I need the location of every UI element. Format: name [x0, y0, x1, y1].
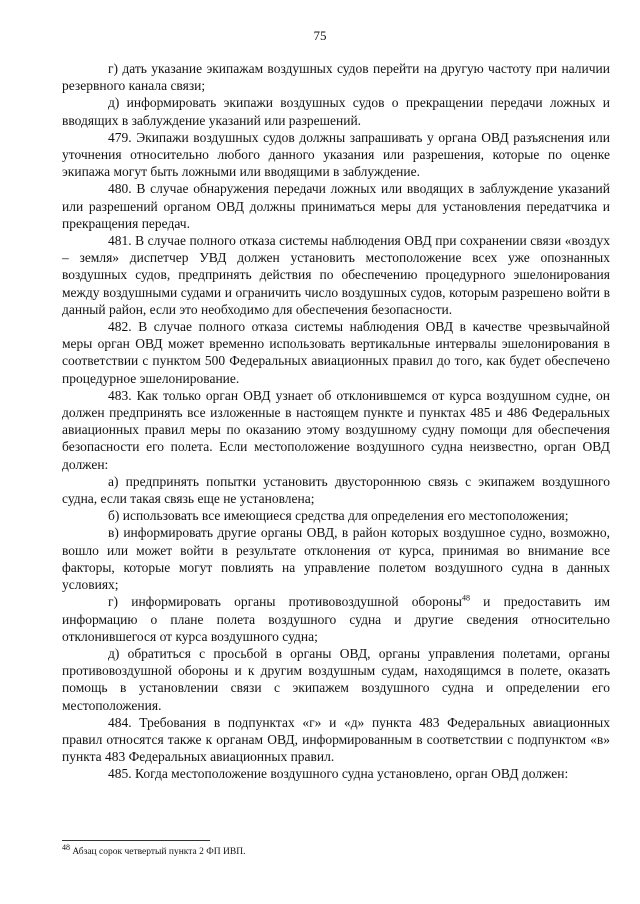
footnote: [62, 842, 610, 858]
paragraph: д) обратиться с просьбой в органы ОВД, органы управления полетами, органы противовоздушной обороны и к другим воздушным судам, находящимся в полете, оказать помощь в установлении связи с экипажем воздушного судна и определении его местоположения.: [62, 645, 610, 713]
page-number: 75: [313, 28, 327, 43]
paragraph-text: и предоставить им информацию о плане полета воздушного судна и другие сведения относительно отклонившегося от курса воздушного судна;: [62, 594, 610, 644]
paragraph-text: г) информировать органы противовоздушной обороны: [108, 594, 462, 610]
paragraph-with-footnote: [62, 593, 610, 645]
footnote-text: Абзац сорок четвертый пункта 2 ФП ИВП.: [70, 847, 246, 857]
paragraph: 485. Когда местоположение воздушного судна установлено, орган ОВД должен:: [108, 766, 569, 782]
footnote-divider: [62, 840, 210, 841]
paragraph: в) информировать другие органы ОВД, в район которых воздушное судно, возможно, вошло или может войти в результате отклонения от курса, принимая во внимание все факторы, которые могут повлиять на управление полетом воздушного судна в данных условиях;: [62, 525, 610, 593]
paragraph: 480. В случае обнаружения передачи ложных или вводящих в заблуждение указаний или разрешений органом ОВД должны приниматься меры для установления передатчика и прекращения передач.: [62, 181, 610, 231]
paragraph: б) использовать все имеющиеся средства для определения его местоположения;: [108, 508, 569, 524]
footnote-marker: 48: [62, 842, 70, 852]
paragraph: 483. Как только орган ОВД узнает об отклонившемся от курса воздушном судне, он должен предпринять все изложенные в настоящем пункте и пунктах 485 и 486 Федеральных авиационных правил меры по оказанию этому воздушному судну помощи для обеспечения безопасности его полета. Если местоположение воздушного судна неизвестно, орган ОВД должен:: [62, 387, 610, 472]
paragraph: 479. Экипажи воздушных судов должны запрашивать у органа ОВД разъяснения или уточнения относительно любого данного указания или разрешения, которые по оценке экипажа могут быть ложными или вводящими в заблуждение.: [62, 129, 610, 180]
paragraph: д) информировать экипажи воздушных судов о прекращении передачи ложных и вводящих в заблуждение указаний или разрешений.: [62, 95, 610, 128]
document-body: [62, 60, 610, 783]
paragraph: а) предпринять попытки установить двустороннюю связь с экипажем воздушного судна, если такая связь еще не установлена;: [62, 473, 610, 507]
paragraph: 484. Требования в подпунктах «г» и «д» пункта 483 Федеральных авиационных правил относятся также к органам ОВД, информированным в соответствии с подпунктом «в» пункта 483 Федеральных авиационных правил.: [62, 714, 610, 765]
paragraph: 482. В случае полного отказа системы наблюдения ОВД в качестве чрезвычайной меры орган ОВД может временно использовать вертикальные интервалы эшелонирования в соответствии с пунктом 500 Федеральных авиационных правил до того, как будет обеспечено процедурное эшелонирование.: [62, 319, 610, 386]
paragraph: 481. В случае полного отказа системы наблюдения ОВД при сохранении связи «воздух – земля» диспетчер УВД должен установить местоположение всех уже опознанных воздушных судов, предпринять действия по обеспечению процедурного эшелонирования между воздушными судами и ограничить число воздушных судов, которым разрешено войти в данный район, если это необходимо для обеспечения безопасности.: [62, 233, 610, 317]
paragraph: г) дать указание экипажам воздушных судов перейти на другую частоту при наличии резервного канала связи;: [62, 61, 610, 94]
footnote-reference[interactable]: 48: [461, 593, 470, 603]
